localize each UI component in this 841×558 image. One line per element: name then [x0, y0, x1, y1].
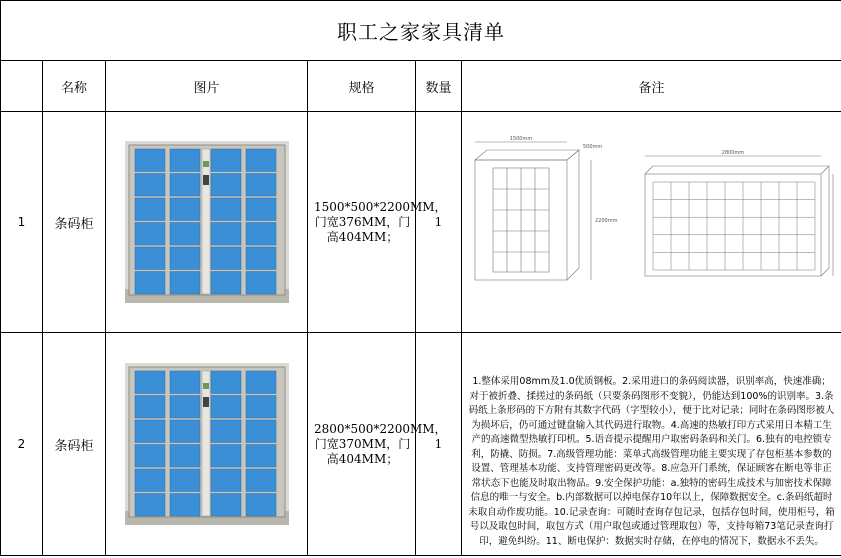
locker-door	[170, 420, 200, 443]
locker-door	[135, 445, 165, 468]
notes-cell	[462, 333, 841, 556]
item-spec: 1500*500*2200MM，门宽376MM，门高404MM；	[308, 112, 416, 333]
locker-door	[211, 371, 241, 394]
item-name: 条码柜	[43, 333, 106, 556]
locker-door	[211, 272, 241, 295]
row-index: 2	[1, 333, 43, 556]
locker-door	[211, 149, 241, 172]
item-spec: 2800*500*2200MM，门宽370MM，门高404MM；	[308, 333, 416, 556]
control-keypad	[203, 175, 209, 185]
locker-drawing	[467, 132, 837, 302]
item-qty: 1	[416, 112, 462, 333]
locker-door	[170, 198, 200, 221]
locker-door	[246, 149, 276, 172]
locker-door	[246, 272, 276, 295]
control-panel	[202, 149, 210, 294]
locker-door	[211, 174, 241, 197]
locker-door	[246, 247, 276, 270]
header-row	[1, 61, 841, 112]
locker-door	[246, 371, 276, 394]
locker-door	[246, 223, 276, 246]
locker-door	[211, 445, 241, 468]
header-notes: 备注	[462, 61, 841, 112]
page-title: 职工之家家具清单	[1, 1, 841, 61]
locker-door	[246, 445, 276, 468]
locker-door	[135, 396, 165, 419]
locker-door	[170, 149, 200, 172]
item-qty: 1	[416, 333, 462, 556]
control-panel	[202, 371, 210, 516]
locker-door	[246, 420, 276, 443]
locker-door	[135, 420, 165, 443]
header-index	[1, 61, 43, 112]
locker-photo	[125, 363, 289, 525]
locker-door	[211, 420, 241, 443]
locker-door	[135, 198, 165, 221]
locker-door	[211, 494, 241, 517]
locker-door	[170, 494, 200, 517]
locker-door	[211, 223, 241, 246]
depth-label: 500mm	[582, 144, 602, 150]
locker-door	[170, 445, 200, 468]
locker-door	[135, 149, 165, 172]
height-label: 2200mm	[594, 218, 617, 224]
control-screen	[203, 161, 209, 167]
locker-door	[135, 272, 165, 295]
locker-door	[246, 494, 276, 517]
locker-door	[135, 494, 165, 517]
locker-door	[211, 247, 241, 270]
header-name: 名称	[43, 61, 106, 112]
locker-door	[170, 396, 200, 419]
locker-door	[211, 396, 241, 419]
drawing-cell	[462, 112, 841, 333]
locker-door	[170, 469, 200, 492]
item-name: 条码柜	[43, 112, 106, 333]
locker-door	[211, 469, 241, 492]
row-index: 1	[1, 112, 43, 333]
header-image: 图片	[106, 61, 308, 112]
locker-door	[246, 198, 276, 221]
control-keypad	[203, 397, 209, 407]
locker-door	[170, 247, 200, 270]
locker-door	[135, 223, 165, 246]
table-row	[1, 112, 841, 333]
header-spec: 规格	[308, 61, 416, 112]
locker-door	[170, 223, 200, 246]
locker-door	[170, 371, 200, 394]
notes-text: 1.整体采用08mm及1.0优质钢板。2.采用进口的条码阅读器，识别率高，快速准确；对于被折叠、揉搓过的条码纸（只要条码图形不变貌），仍能达到100%的识别率。3.条码纸上条形码的下方附有其数字代码（字型较小），便于比对记录；同时在条码图形被人为损坏后，仍可通过键盘输入其代码进行取物。4.高速的热敏打印方式采用日本精工生产的高速微型热敏打印机。5.语音提示提醒用户取密码条码和关门。6.独有的电控锁专利，防撬、防损。7.高级管理功能：菜单式高级管理功能主要实现了存包柜基本参数的设置、管理基本功能、支持管理密码更改等。8.应急开门系统，保证顾客在断电等非正常状态下也能及时取出物品。9.安全保护功能：a.独特的密码生成技术与加密技术保障信息的唯一与安全。b.内部数据可以掉电保存10年以上，保障数据安全。c.条码纸超时未取自动作废功能。10.记录查询：可随时查询存包记录，包括存包时间，使用柜号，箱号以及取包时间，取包方式（用户取包或通过管理取包）等，支持每箱73笔记录查询打印，避免纠纷。11、断电保护：数据实时存储，在停电的情况下，数据永不丢失。	[468, 376, 835, 547]
locker-door	[135, 174, 165, 197]
locker-door	[246, 469, 276, 492]
locker-door	[135, 371, 165, 394]
item-photo-cell	[106, 112, 308, 333]
header-qty: 数量	[416, 61, 462, 112]
small-width-label: 1500mm	[509, 136, 532, 142]
locker-door	[135, 247, 165, 270]
locker-door	[246, 174, 276, 197]
locker-door	[246, 396, 276, 419]
locker-door	[170, 272, 200, 295]
item-photo-cell	[106, 333, 308, 556]
control-screen	[203, 383, 209, 389]
locker-door	[211, 198, 241, 221]
large-width-label: 2800mm	[721, 150, 744, 156]
locker-door	[135, 469, 165, 492]
table-row	[1, 333, 841, 556]
locker-door	[170, 174, 200, 197]
locker-photo	[125, 141, 289, 303]
